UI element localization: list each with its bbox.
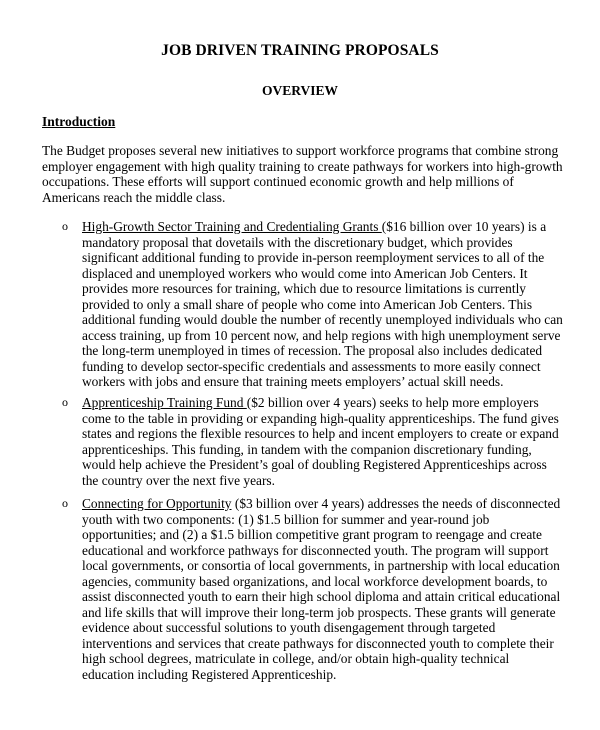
item-line: provided to only a small share of people who come into American Job Centers. This [82,296,533,312]
item-line: evidence about successful solutions to youth disengagement through targeted [82,620,496,635]
item-line: mandatory proposal that dovetails with the discretionary budget, which provides [82,234,513,250]
item-line: opportunities; and (2) a $1.5 billion competitive grant program to reengage and create [82,527,542,542]
item-line: workers with jobs and ensure that training meets employers’ actual skill needs. [82,374,504,389]
item-line: apprenticeships. This funding, in tandem with the companion discretionary funding, [82,441,532,457]
bullet-marker: o [62,395,68,409]
intro-line: The Budget proposes several new initiatives to support workforce programs that combine strong [42,143,559,158]
item-title: Apprenticeship Training Fund [82,395,247,410]
item-line: significant additional funding to provide in-person reemployment services to all of the [82,250,545,265]
item-line: additional funding would double the number of recently unemployed individuals who can [82,312,563,327]
intro-line: occupations. These efforts will support continued economic growth and help millions of [42,174,514,189]
bullet-marker: o [62,496,68,510]
section-heading-introduction: Introduction [42,114,116,129]
item-line: funding to develop sector-specific credentials and assessments to more easily connect [82,358,541,374]
list-item-connecting-for-opportunity [82,496,562,682]
item-title: Connecting for Opportunity [82,496,232,511]
intro-line: Americans reach the middle class. [42,189,226,205]
item-line: the long-term unemployed in times of recession. The proposal also includes dedicated [82,343,543,358]
item-line: educational and workforce pathways for disconnected youth. The program will support [82,542,549,558]
item-line: interventions and services that create pathways for disconnected youth to complete their [82,635,554,651]
document-title: JOB DRIVEN TRAINING PROPOSALS [161,42,439,59]
item-line: would help achieve the President’s goal of doubling Registered Apprenticeships across [82,457,547,472]
list-item-high-growth-grants [82,219,562,390]
item-line: access training, up from 10 percent now, and help regions with high unemployment serve [82,327,561,343]
item-title: High-Growth Sector Training and Credentialing Grants [82,219,382,234]
item-line: assist disconnected youth to earn their high school diploma and attain critical educational [82,589,561,604]
bullet-marker: o [62,219,68,233]
item-line: states and regions the flexible resources to help and incent employers to create or expand [82,426,559,441]
intro-paragraph [42,143,562,205]
item-line: come to the table in providing or expanding high-quality apprenticeships. The fund gives [82,410,559,426]
item-first-line-rest: ($3 billion over 4 years) addresses the needs of disconnected [231,496,561,511]
item-first-line [82,395,562,411]
item-line: high school degrees, matriculate in college, and/or obtain high-quality technical [82,651,510,666]
intro-line: employer engagement with high quality training to create pathways for workers into high-growth [42,158,563,174]
item-line: local governments, or consortia of local governments, in partnership with local education [82,558,560,573]
list-item-apprenticeship-fund [82,395,562,488]
item-line: youth with two components: (1) $1.5 billion for summer and year-round job [82,511,490,527]
item-first-line [82,219,562,235]
item-line: and life skills that will improve their long-term job prospects. These grants will generate [82,604,556,620]
item-line: education including Registered Apprenticeship. [82,666,337,682]
item-line: the country over the next five years. [82,472,275,488]
item-line: displaced and unemployed workers who would come into American Job Centers. It [82,265,528,281]
item-first-line [82,496,562,512]
item-line: provides more resources for training, which due to resource limitations is currently [82,281,526,296]
item-first-line-rest: ($16 billion over 10 years) is a [381,219,547,234]
document-subtitle: OVERVIEW [261,83,339,98]
item-first-line-rest: ($2 billion over 4 years) seeks to help more employers [246,395,539,410]
item-line: agencies, community based organizations, and local workforce development boards, to [82,573,548,589]
